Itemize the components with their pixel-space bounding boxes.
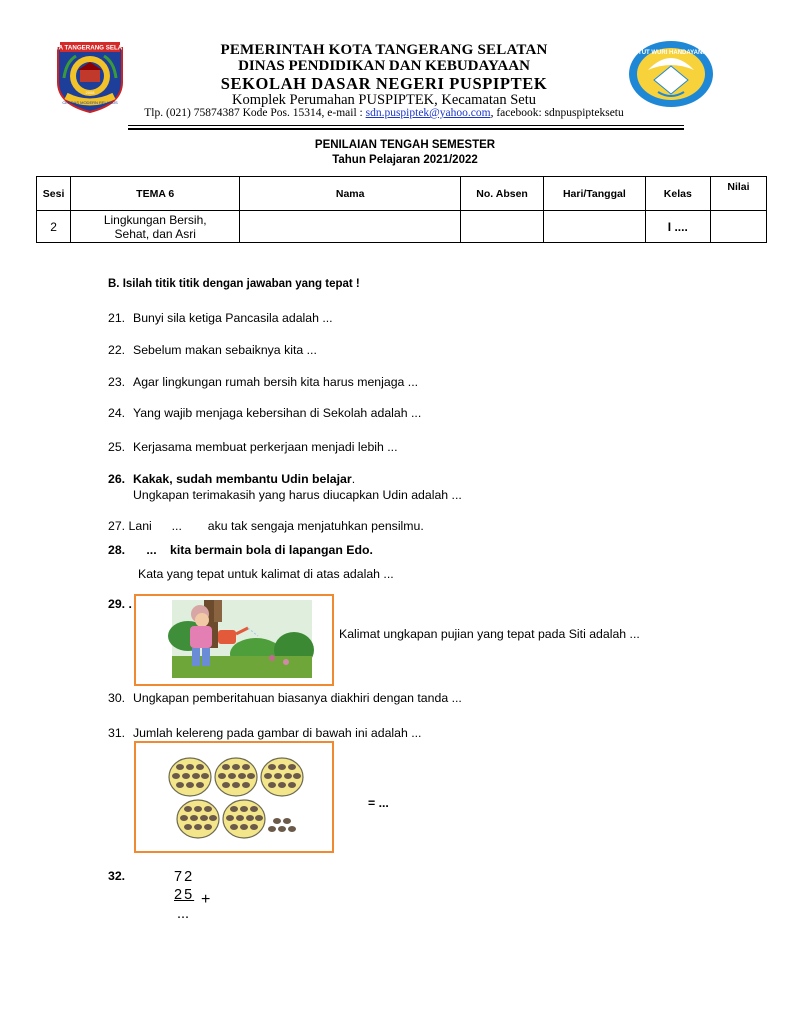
- marble: [268, 764, 276, 770]
- header-school-name: SEKOLAH DASAR NEGERI PUSPIPTEK: [220, 74, 548, 93]
- exam-year: Tahun Pelajaran 2021/2022: [332, 154, 478, 166]
- question-27: 27. Lani ... aku tak sengaja menjatuhkan pensilmu.: [108, 519, 424, 533]
- marble: [246, 815, 254, 821]
- marble: [200, 815, 208, 821]
- header-hari-tanggal: Hari/Tanggal: [544, 177, 646, 211]
- marble: [247, 773, 255, 779]
- header-sesi: Sesi: [37, 177, 71, 211]
- marble: [180, 815, 188, 821]
- marble: [228, 773, 236, 779]
- marble: [190, 815, 198, 821]
- header-government: PEMERINTAH KOTA TANGERANG SELATAN: [220, 42, 548, 58]
- marble: [194, 806, 202, 812]
- marble: [184, 824, 192, 830]
- loose-marble: [278, 826, 286, 832]
- question-24: 24. Yang wajib menjaga kebersihan di Sekolah adalah ...: [108, 406, 422, 420]
- marble: [186, 764, 194, 770]
- marble: [232, 782, 240, 788]
- question-29-number: 29. .: [108, 597, 132, 611]
- header-tema: TEMA 6: [71, 177, 240, 211]
- marble: [240, 806, 248, 812]
- cell-kelas: I ....: [645, 211, 710, 243]
- contact-facebook: , facebook: sdnpuspipteksetu: [490, 107, 624, 119]
- cell-sesi: 2: [37, 211, 71, 243]
- header-divider-thick: [128, 128, 684, 130]
- marble: [278, 764, 286, 770]
- question-31: 31. Jumlah kelereng pada gambar di bawah ini adalah ...: [108, 726, 422, 740]
- marble: [238, 773, 246, 779]
- marble: [172, 773, 180, 779]
- marble: [232, 764, 240, 770]
- student-info-table: [36, 176, 767, 243]
- marble: [250, 824, 258, 830]
- header-contact: [0, 107, 768, 119]
- question-31-answer: = ...: [368, 796, 389, 810]
- header-divider: [128, 125, 684, 126]
- sum-blank: ...: [177, 906, 190, 922]
- logo-left-title: KOTA TANGERANG SELATAN: [46, 44, 134, 52]
- marble: [288, 764, 296, 770]
- marbles-illustration: [134, 741, 334, 853]
- marble: [236, 815, 244, 821]
- loose-marble: [268, 826, 276, 832]
- header-kelas: Kelas: [645, 177, 710, 211]
- marble: [288, 782, 296, 788]
- marble: [182, 773, 190, 779]
- marble: [250, 806, 258, 812]
- marble: [284, 773, 292, 779]
- marble: [222, 782, 230, 788]
- marble: [242, 764, 250, 770]
- header-nilai: Nilai: [710, 177, 766, 211]
- header-no-absen: No. Absen: [461, 177, 544, 211]
- question-30: 30. Ungkapan pemberitahuan biasanya diakhiri dengan tanda ...: [108, 691, 462, 705]
- marble: [186, 782, 194, 788]
- question-29: Kalimat ungkapan pujian yang tepat pada Siti adalah ...: [339, 627, 640, 641]
- marble: [255, 815, 263, 821]
- header-nama: Nama: [240, 177, 461, 211]
- marble: [242, 782, 250, 788]
- marble: [204, 824, 212, 830]
- question-28: 28. ... kita bermain bola di lapangan Edo.: [108, 543, 373, 557]
- contact-phone: Tlp. (021) 75874387 Kode Pos. 15314, e-mail :: [144, 107, 366, 119]
- addend-bottom: 25: [174, 887, 195, 903]
- question-28-line2: Kata yang tepat untuk kalimat di atas adalah ...: [138, 567, 394, 581]
- plus-sign: +: [201, 891, 211, 908]
- marble: [209, 815, 217, 821]
- svg-text:2008: 2008: [85, 90, 95, 95]
- cell-hari-tanggal[interactable]: [544, 211, 646, 243]
- marble: [293, 773, 301, 779]
- marble: [176, 764, 184, 770]
- marble: [192, 773, 200, 779]
- loose-marble: [283, 818, 291, 824]
- marble: [204, 806, 212, 812]
- marble: [194, 824, 202, 830]
- logo-right-motto: TUT WURI HANDAYANI: [638, 50, 704, 56]
- cell-no-absen[interactable]: [461, 211, 544, 243]
- cell-nama[interactable]: [240, 211, 461, 243]
- question-21: 21. Bunyi sila ketiga Pancasila adalah ...: [108, 311, 333, 325]
- gardening-illustration: [134, 594, 334, 686]
- email-link[interactable]: sdn.puspiptek@yahoo.com: [365, 107, 491, 119]
- marble: [264, 773, 272, 779]
- exam-title: PENILAIAN TENGAH SEMESTER: [314, 139, 496, 151]
- marble: [226, 815, 234, 821]
- cell-nilai[interactable]: [710, 211, 766, 243]
- marble: [176, 782, 184, 788]
- marble: [230, 824, 238, 830]
- marble: [268, 782, 276, 788]
- marble: [274, 773, 282, 779]
- loose-marble: [273, 818, 281, 824]
- marble: [240, 824, 248, 830]
- marble: [278, 782, 286, 788]
- addend-top: 72: [174, 869, 195, 885]
- marble: [196, 764, 204, 770]
- loose-marble: [288, 826, 296, 832]
- marble: [218, 773, 226, 779]
- marble: [222, 764, 230, 770]
- marble: [184, 806, 192, 812]
- marble: [201, 773, 209, 779]
- cell-tema: Lingkungan Bersih, Sehat, dan Asri: [71, 211, 240, 243]
- header-address: Komplek Perumahan PUSPIPTEK, Kecamatan Setu: [231, 92, 537, 108]
- marble: [230, 806, 238, 812]
- marble: [196, 782, 204, 788]
- section-instruction: B. Isilah titik titik dengan jawaban yang tepat !: [108, 278, 360, 290]
- question-26: 26. Kakak, sudah membantu Udin belajar. Ungkapan terimakasih yang harus diucapkan Udin adalah ...: [108, 472, 462, 502]
- question-32-number: 32.: [108, 869, 126, 883]
- question-23: 23. Agar lingkungan rumah bersih kita harus menjaga ...: [108, 375, 419, 389]
- header-department: DINAS PENDIDIKAN DAN KEBUDAYAAN: [238, 58, 530, 74]
- question-22: 22. Sebelum makan sebaiknya kita ...: [108, 343, 317, 357]
- question-25: 25. Kerjasama membuat perkerjaan menjadi lebih ...: [108, 440, 398, 454]
- logo-left-motto: CERDAS MODERN RELIGIUS: [62, 100, 118, 105]
